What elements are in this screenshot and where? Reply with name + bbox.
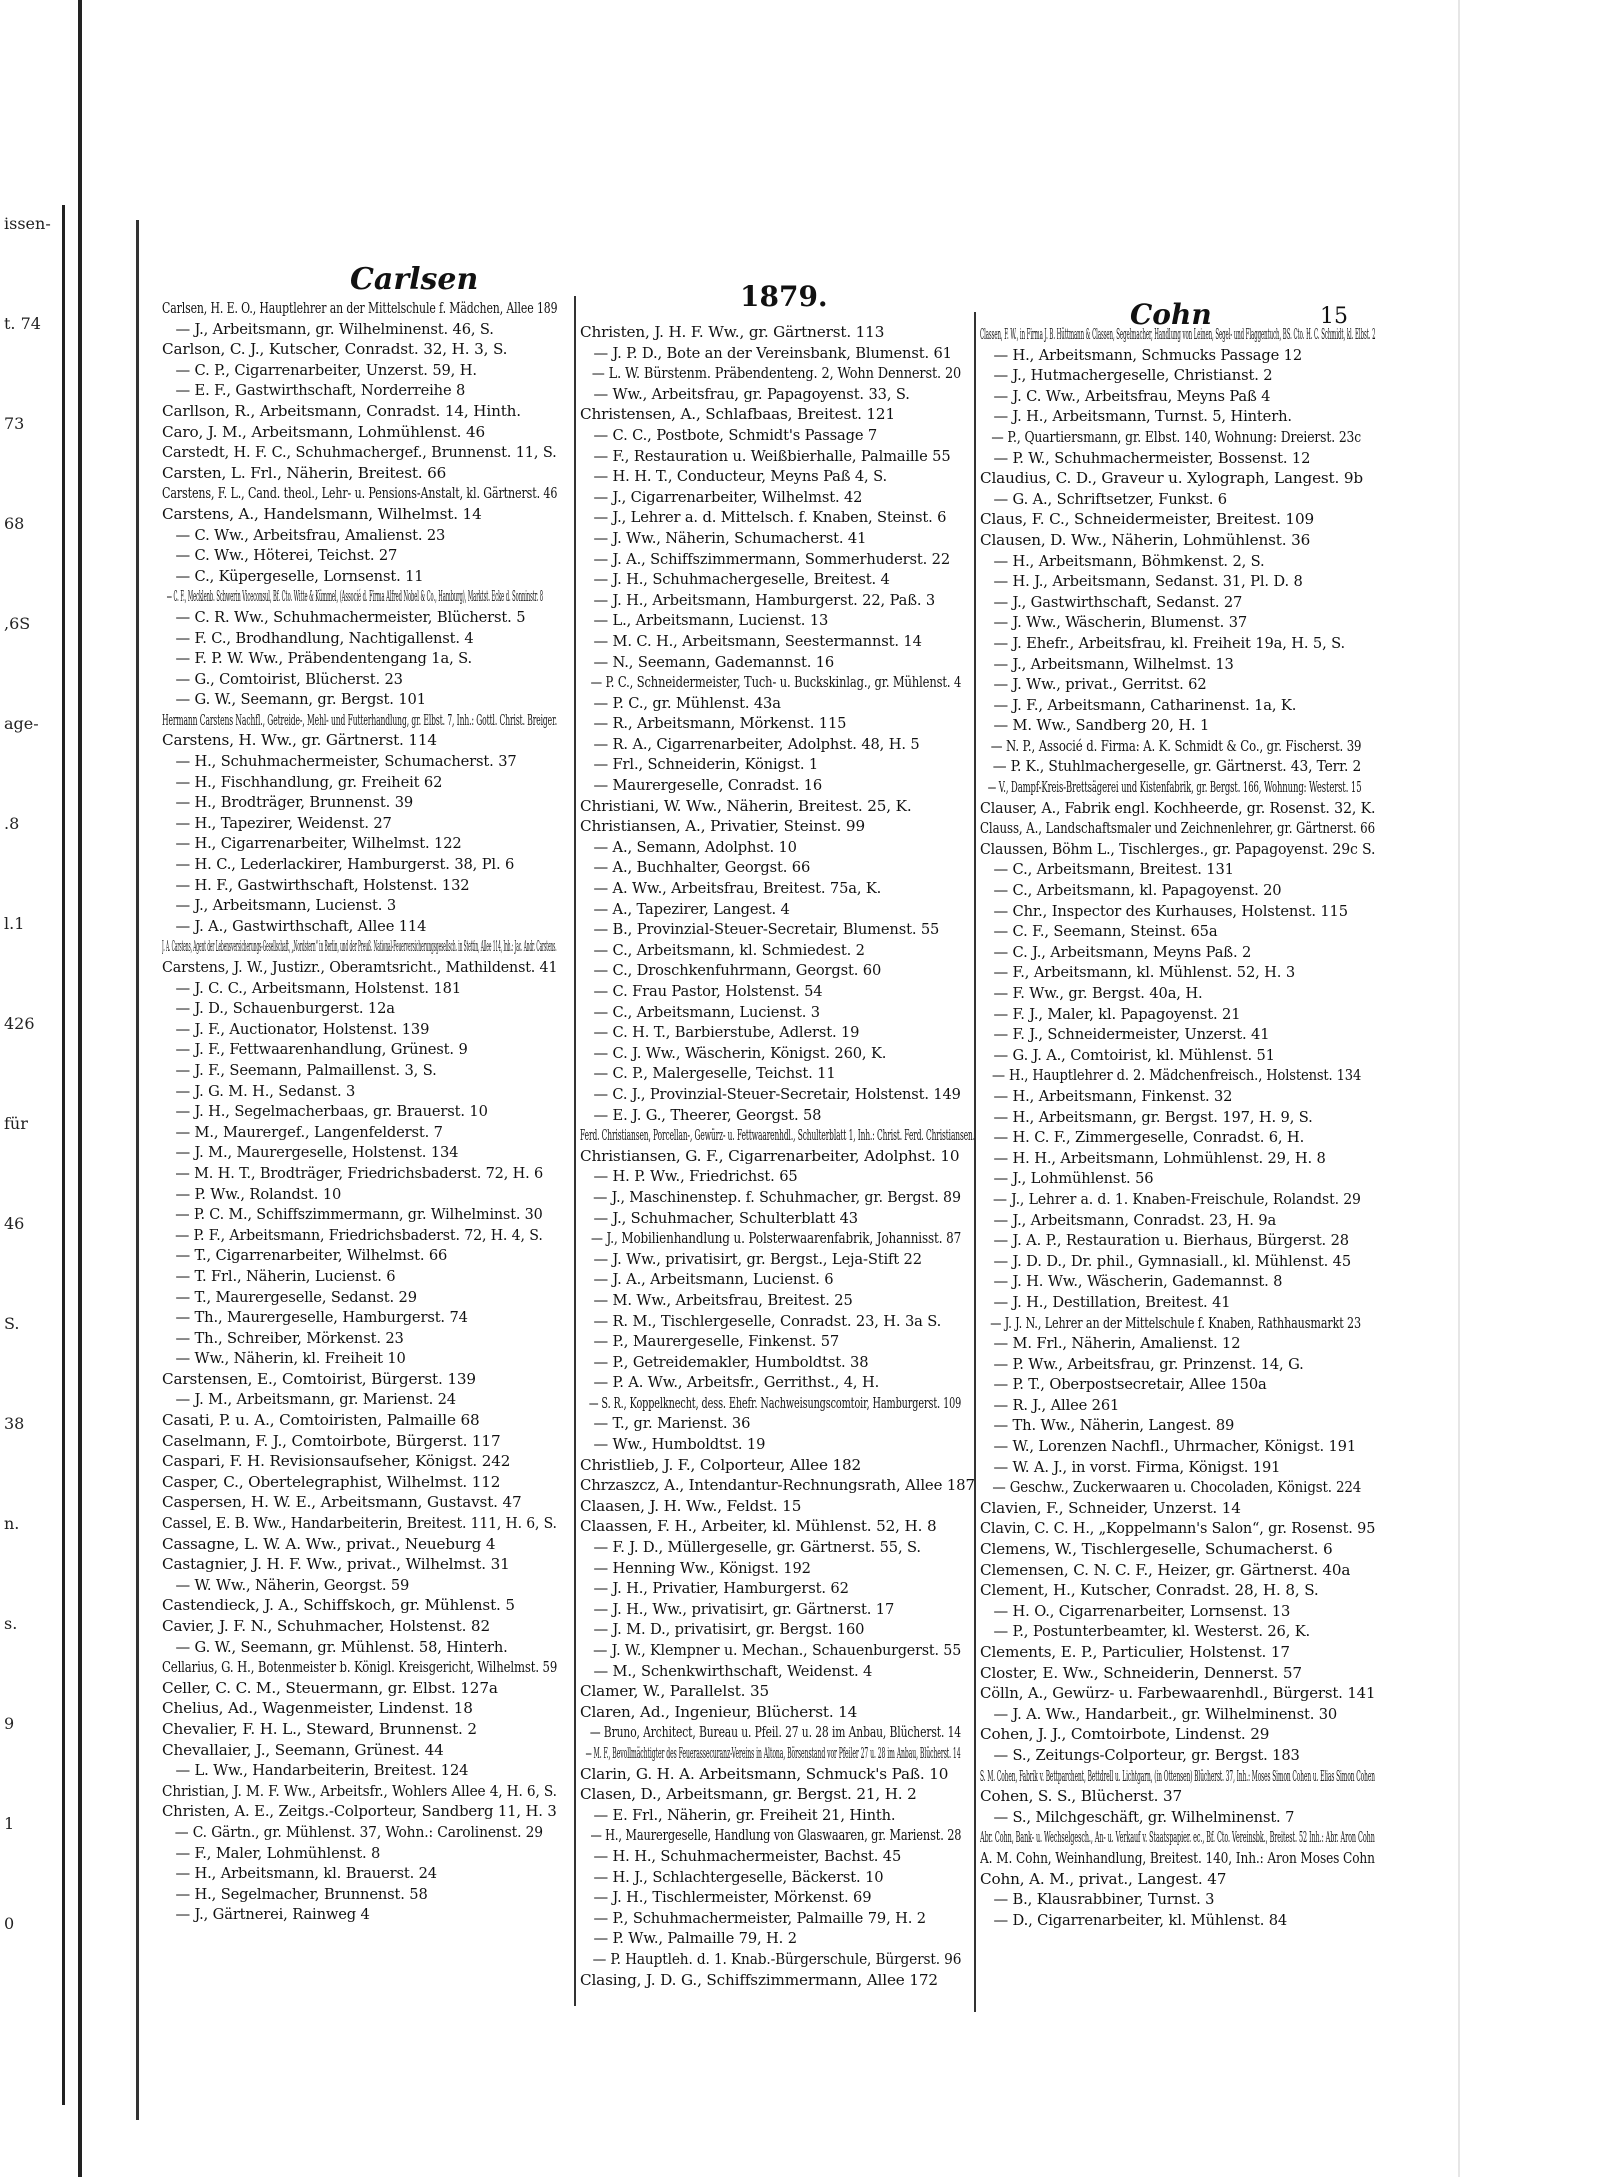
directory-entry: — F. Ww., gr. Bergst. 40a, H. <box>993 984 1203 1002</box>
directory-entry: — J. C. C., Arbeitsmann, Holstenst. 181 <box>175 978 462 997</box>
directory-entry: Caspersen, H. W. E., Arbeitsmann, Gustavst. 47 <box>162 1493 522 1512</box>
previous-page-edge <box>0 205 65 2105</box>
directory-entry: Casati, P. u. A., Comtoiristen, Palmaille 68 <box>162 1411 480 1430</box>
directory-entry: — D., Cigarrenarbeiter, kl. Mühlenst. 84 <box>993 1910 1288 1929</box>
directory-entry: — J. Ww., Näherin, Schumacherst. 41 <box>593 528 867 547</box>
header-left-catchword: Carlsen <box>350 262 479 297</box>
directory-entry: — L., Arbeitsmann, Lucienst. 13 <box>593 611 829 630</box>
directory-entry: — A., Tapezirer, Langest. 4 <box>593 899 790 918</box>
directory-entry: — R., Arbeitsmann, Mörkenst. 115 <box>593 714 847 733</box>
directory-entry: — H. C., Lederlackirer, Hamburgerst. 38, Pl. 6 <box>175 855 515 874</box>
previous-page-fragment: t. 74 <box>4 314 41 333</box>
directory-entry: — H., Tapezirer, Weidenst. 27 <box>175 813 392 832</box>
directory-entry: — P. W., Schuhmachermeister, Bossenst. 12 <box>993 448 1311 467</box>
directory-entry: — T., Maurergeselle, Sedanst. 29 <box>175 1287 417 1306</box>
previous-page-fragment: l.1 <box>4 914 25 933</box>
directory-entry: — F. P. W. Ww., Präbendentengang 1a, S. <box>175 649 473 668</box>
directory-entry: — M. F., Bevollmächtigter des Feuerassecuranz-Vereins in Altona, Börsenstand vor Pfeiler 27 u. 28 im Anbau, Blücherst. 14 <box>585 1743 961 1762</box>
directory-entry: — J., Lohmühlenst. 56 <box>993 1169 1154 1188</box>
previous-page-fragment: n. <box>4 1514 20 1533</box>
directory-entry: — T., gr. Marienst. 36 <box>593 1414 751 1433</box>
directory-entry: Christiani, W. Ww., Näherin, Breitest. 25, K. <box>580 796 912 815</box>
directory-entry: — E. J. G., Theerer, Georgst. 58 <box>593 1105 822 1124</box>
directory-entry: — M., Maurergef., Langenfelderst. 7 <box>175 1122 443 1141</box>
directory-entry: — A., Buchhalter, Georgst. 66 <box>593 858 811 877</box>
directory-entry: Chrzaszcz, A., Intendantur-Rechnungsrath, Allee 187 <box>580 1476 975 1495</box>
directory-entry: — Chr., Inspector des Kurhauses, Holstenst. 115 <box>993 901 1348 920</box>
directory-entry: — J., Lehrer a. d. Mittelsch. f. Knaben, Steinst. 6 <box>593 508 947 527</box>
directory-entry: — P. Hauptleh. d. 1. Knab.-Bürgerschule, Bürgerst. 96 <box>592 1949 962 1968</box>
directory-entry: — F., Arbeitsmann, kl. Mühlenst. 52, H. 3 <box>993 963 1296 982</box>
directory-entry: — H., Cigarrenarbeiter, Wilhelmst. 122 <box>175 834 462 853</box>
directory-entry: Christiansen, A., Privatier, Steinst. 99 <box>580 817 865 836</box>
directory-entry: — J. H., Privatier, Hamburgerst. 62 <box>593 1579 849 1598</box>
directory-entry: — M. Ww., Arbeitsfrau, Breitest. 25 <box>593 1290 853 1309</box>
directory-entry: — J. H. Ww., Wäscherin, Gademannst. 8 <box>993 1272 1283 1291</box>
directory-entry: — Bruno, Architect, Bureau u. Pfeil. 27 u. 28 im Anbau, Blücherst. 14 <box>589 1723 962 1742</box>
directory-entry: Cassagne, L. W. A. Ww., privat., Neueburg 4 <box>162 1534 496 1553</box>
directory-entry: Cavier, J. F. N., Schuhmacher, Holstenst. 82 <box>162 1617 490 1635</box>
directory-entry: Claudius, C. D., Graveur u. Xylograph, Langest. 9b <box>980 469 1363 488</box>
directory-entry: — J. H., Tischlermeister, Mörkenst. 69 <box>593 1888 872 1907</box>
directory-entry: Carlsen, H. E. O., Hauptlehrer an der Mittelschule f. Mädchen, Allee 189 <box>162 299 558 317</box>
directory-entry: — P. C., gr. Mühlenst. 43a <box>593 693 781 712</box>
directory-entry: Clamer, W., Parallelst. 35 <box>580 1682 770 1701</box>
directory-entry: Claus, F. C., Schneidermeister, Breitest. 109 <box>980 510 1314 529</box>
directory-entry: — C. R. Ww., Schuhmachermeister, Blücherst. 5 <box>175 607 526 626</box>
directory-entry: — R. A., Cigarrenarbeiter, Adolphst. 48, H. 5 <box>593 734 920 753</box>
directory-entry: — H. H., Arbeitsmann, Lohmühlenst. 29, H. 8 <box>993 1148 1326 1167</box>
directory-entry: Cölln, A., Gewürz- u. Farbewaarenhdl., Bürgerst. 141 <box>980 1684 1375 1703</box>
directory-entry: — S., Milchgeschäft, gr. Wilhelminenst. 7 <box>993 1807 1295 1826</box>
directory-entry: Clausen, D. Ww., Näherin, Lohmühlenst. 36 <box>980 530 1311 549</box>
directory-entry: — J. M. D., privatisirt, gr. Bergst. 160 <box>593 1620 865 1639</box>
directory-entry: — M. H. T., Brodträger, Friedrichsbaderst. 72, H. 6 <box>175 1163 544 1182</box>
directory-entry: — P. C., Schneidermeister, Tuch- u. Buckskinlag., gr. Mühlenst. 4 <box>590 673 962 692</box>
directory-entry: — J., Cigarrenarbeiter, Wilhelmst. 42 <box>593 487 863 506</box>
directory-entry: Celler, C. C. M., Steuermann, gr. Elbst. 127a <box>162 1678 498 1697</box>
directory-entry: — C. H. T., Barbierstube, Adlerst. 19 <box>593 1023 860 1042</box>
directory-entry: — F. J., Maler, kl. Papagoyenst. 21 <box>993 1004 1241 1023</box>
directory-entry: — C. F., Mecklenb. Schwerin Viceconsul, Bf. Cto. Witte & Kümmel, (Associé d. Firma Alfred Nobel & Co., Hamburg), Marktst. Ecke d. Sonninstr. 8 <box>166 587 544 606</box>
directory-entry: Claassen, F. H., Arbeiter, kl. Mühlenst. 52, H. 8 <box>580 1517 937 1536</box>
directory-entry: — J., Arbeitsmann, Conradst. 23, H. 9a <box>993 1210 1277 1229</box>
directory-entry: — C. J. Ww., Wäscherin, Königst. 260, K. <box>593 1043 887 1062</box>
directory-entry: Caspari, F. H. Revisionsaufseher, Königst. 242 <box>162 1452 511 1471</box>
directory-entry: — Henning Ww., Königst. 192 <box>593 1558 811 1577</box>
directory-entry: — W., Lorenzen Nachfl., Uhrmacher, Königst. 191 <box>993 1437 1357 1456</box>
directory-entry: Casper, C., Obertelegraphist, Wilhelmst. 112 <box>162 1472 501 1491</box>
previous-page-fragment: für <box>4 1114 28 1133</box>
page-gutter <box>78 0 82 2177</box>
directory-entry: — H., Arbeitsmann, kl. Brauerst. 24 <box>175 1864 437 1883</box>
directory-entry: Claussen, Böhm L., Tischlerges., gr. Papagoyenst. 29c S. <box>980 839 1375 858</box>
directory-entry: — Maurergeselle, Conradst. 16 <box>593 776 823 795</box>
directory-entry: — V., Dampf-Kreis-Brettsägerei und Kistenfabrik, gr. Bergst. 166, Wohnung: Westerst. 15 <box>987 778 1362 797</box>
directory-entry: — G. A., Schriftsetzer, Funkst. 6 <box>993 489 1227 508</box>
directory-entry: — P. F., Arbeitsmann, Friedrichsbaderst. 72, H. 4, S. <box>175 1225 543 1244</box>
directory-entry: Christen, A. E., Zeitgs.-Colporteur, Sandberg 11, H. 3 <box>162 1802 557 1821</box>
directory-entry: Castendieck, J. A., Schiffskoch, gr. Mühlenst. 5 <box>162 1596 515 1615</box>
directory-entry: — E. F., Gastwirthschaft, Norderreihe 8 <box>175 381 466 400</box>
directory-entry: — S., Zeitungs-Colporteur, gr. Bergst. 183 <box>993 1745 1300 1764</box>
directory-entry: — B., Klausrabbiner, Turnst. 3 <box>993 1890 1215 1909</box>
directory-entry: Chevalier, F. H. L., Steward, Brunnenst. 2 <box>162 1719 477 1738</box>
directory-entry: Clauser, A., Fabrik engl. Kochheerde, gr. Rosenst. 32, K. <box>980 798 1376 817</box>
directory-entry: Carstensen, E., Comtoirist, Bürgerst. 139 <box>162 1369 476 1388</box>
directory-entry: — C. J., Arbeitsmann, Meyns Paß. 2 <box>993 942 1252 961</box>
directory-entry: — C. F., Seemann, Steinst. 65a <box>993 922 1218 941</box>
directory-entry: Clements, E. P., Particulier, Holstenst. 17 <box>980 1643 1290 1661</box>
directory-entry: — H. F., Gastwirthschaft, Holstenst. 132 <box>175 875 470 894</box>
directory-entry: — M., Schenkwirthschaft, Weidenst. 4 <box>593 1661 873 1680</box>
directory-entry: Claasen, J. H. Ww., Feldst. 15 <box>580 1496 802 1515</box>
directory-entry: J. A. Carstens, Agent der Lebensversicherungs-Gesellschaft, „Nordstern“ in Berlin, und der Preuß. National-Feuerversicherungsgesellsch. in Stettin, Allee 114, Inh.: Jac. Andr. Carstens. <box>162 937 557 956</box>
directory-entry: Castagnier, J. H. F. Ww., privat., Wilhelmst. 31 <box>162 1555 510 1574</box>
directory-entry: — P. Ww., Palmaille 79, H. 2 <box>593 1929 797 1948</box>
directory-entry: — R. M., Tischlergeselle, Conradst. 23, H. 3a S. <box>593 1311 942 1330</box>
directory-entry: Abr. Cohn, Bank- u. Wechselgesch., An- u. Verkauf v. Staatspapier. ec., Bf. Cto. Vereinsbk., Breitest. 52 Inh.: Abr. Aron Cohn <box>980 1828 1375 1847</box>
directory-entry: Closter, E. Ww., Schneiderin, Dennerst. 57 <box>980 1663 1302 1682</box>
directory-entry: — T. Frl., Näherin, Lucienst. 6 <box>175 1266 396 1285</box>
directory-entry: — H. H. T., Conducteur, Meyns Paß 4, S. <box>593 467 887 486</box>
directory-entry: — J., Maschinenstep. f. Schuhmacher, gr. Bergst. 89 <box>593 1187 961 1206</box>
directory-entry: — J. F., Arbeitsmann, Catharinenst. 1a, K. <box>993 695 1297 714</box>
directory-entry: — H. H., Schuhmachermeister, Bachst. 45 <box>593 1846 902 1865</box>
directory-entry: — H., Arbeitsmann, Böhmkenst. 2, S. <box>993 551 1265 570</box>
directory-entry: — H. J., Arbeitsmann, Sedanst. 31, Pl. D. 8 <box>993 572 1303 591</box>
directory-entry: — H. C. F., Zimmergeselle, Conradst. 6, H. <box>993 1128 1305 1147</box>
directory-entry: Clavien, F., Schneider, Unzerst. 14 <box>980 1498 1241 1517</box>
directory-entry: — Ww., Näherin, kl. Freiheit 10 <box>175 1349 406 1368</box>
directory-entry: — J. H., Arbeitsmann, Hamburgerst. 22, Paß. 3 <box>593 590 936 609</box>
directory-entry: — H., Schuhmachermeister, Schumacherst. 37 <box>175 752 517 771</box>
directory-entry: Cellarius, G. H., Botenmeister b. Königl. Kreisgericht, Wilhelmst. 59 <box>162 1658 558 1677</box>
directory-entry: — J. Ww., privat., Gerritst. 62 <box>993 675 1207 694</box>
previous-page-fragment: S. <box>4 1314 20 1333</box>
previous-page-fragment: .8 <box>4 814 20 833</box>
directory-entry: — J. J. N., Lehrer an der Mittelschule f. Knaben, Rathhausmarkt 23 <box>990 1313 1362 1332</box>
directory-entry: — J. A., Schiffszimmermann, Sommerhuderst. 22 <box>593 549 951 568</box>
directory-entry: — L. W. Bürstenm. Präbendenteng. 2, Wohn Dennerst. 20 <box>591 364 962 383</box>
directory-entry: — R. J., Allee 261 <box>993 1395 1120 1414</box>
directory-entry: — C. Gärtn., gr. Mühlenst. 37, Wohn.: Carolinenst. 29 <box>174 1822 543 1841</box>
directory-entry: — C. P., Cigarrenarbeiter, Unzerst. 59, H. <box>175 360 477 379</box>
directory-entry: Cohen, S. S., Blücherst. 37 <box>980 1787 1182 1806</box>
directory-entry: — P. Ww., Arbeitsfrau, gr. Prinzenst. 14, G. <box>993 1354 1304 1373</box>
directory-entry: — J. A. Ww., Handarbeit., gr. Wilhelminenst. 30 <box>993 1704 1338 1723</box>
directory-entry: — M. Ww., Sandberg 20, H. 1 <box>993 716 1210 735</box>
previous-page-fragment: 426 <box>4 1014 35 1033</box>
directory-entry: — Ww., Arbeitsfrau, gr. Papagoyenst. 33, S. <box>593 384 910 403</box>
previous-page-fragment: 38 <box>4 1414 25 1433</box>
page-number: 15 <box>1320 304 1348 329</box>
directory-entry: — H., Brodträger, Brunnenst. 39 <box>175 793 414 812</box>
directory-entry: — P., Schuhmachermeister, Palmaille 79, H. 2 <box>593 1908 926 1927</box>
directory-entry: — T., Cigarrenarbeiter, Wilhelmst. 66 <box>175 1246 448 1265</box>
directory-entry: — Ww., Humboldtst. 19 <box>593 1435 766 1454</box>
directory-entry: — J. H., Schuhmachergeselle, Breitest. 4 <box>593 570 890 589</box>
directory-entry: Clavin, C. C. H., „Koppelmann's Salon“, gr. Rosenst. 95 <box>980 1519 1376 1538</box>
directory-entry: — P., Maurergeselle, Finkenst. 57 <box>593 1332 840 1351</box>
directory-entry: — J., Arbeitsmann, Wilhelmst. 13 <box>993 654 1234 673</box>
directory-entry: — C., Arbeitsmann, kl. Schmiedest. 2 <box>593 940 865 959</box>
directory-entry: — S. R., Koppelknecht, dess. Ehefr. Nachweisungscomtoir, Hamburgerst. 109 <box>588 1393 962 1412</box>
directory-entry: Carsten, L. Frl., Näherin, Breitest. 66 <box>162 463 447 482</box>
directory-entry: — J., Lehrer a. d. 1. Knaben-Freischule, Rolandst. 29 <box>992 1189 1361 1208</box>
directory-entry: Ferd. Christiansen, Porcellan-, Gewürz- u. Fettwaarenhdl., Schulterblatt 1, Inh.: Christ. Ferd. Christiansen. <box>580 1126 976 1145</box>
directory-entry: — P., Postunterbeamter, kl. Westerst. 26, K. <box>993 1622 1311 1641</box>
directory-entry: — J. H., Ww., privatisirt, gr. Gärtnerst. 17 <box>593 1599 895 1618</box>
directory-entry: — P., Getreidemakler, Humboldtst. 38 <box>593 1352 869 1371</box>
directory-entry: — P. C. M., Schiffszimmermann, gr. Wilhelminst. 30 <box>175 1205 543 1224</box>
directory-entry: — J. Ww., Wäscherin, Blumenst. 37 <box>993 613 1248 632</box>
directory-entry: Clauss, A., Landschaftsmaler und Zeichnenlehrer, gr. Gärtnerst. 66 <box>980 819 1375 838</box>
column-divider <box>574 296 576 2006</box>
directory-entry: — F. J., Schneidermeister, Unzerst. 41 <box>993 1025 1270 1044</box>
directory-entry: — F. J. D., Müllergeselle, gr. Gärtnerst. 55, S. <box>593 1538 921 1557</box>
directory-entry: — G. J. A., Comtoirist, kl. Mühlenst. 51 <box>993 1045 1275 1064</box>
directory-entry: S. M. Cohen, Fabrik v. Bettparchent, Bettdrell u. Lichtgarn, (in Ottensen) Blücherst. 37, Inh.: Moses Simon Cohen u. Elias Simon Cohen <box>980 1766 1375 1785</box>
directory-entry: Christensen, A., Schlafbaas, Breitest. 121 <box>580 405 895 424</box>
directory-entry: — L. Ww., Handarbeiterin, Breitest. 124 <box>175 1761 469 1780</box>
directory-entry: — J. M., Maurergeselle, Holstenst. 134 <box>175 1143 459 1162</box>
directory-entry: — P. Ww., Rolandst. 10 <box>175 1184 342 1203</box>
directory-entry: Carstens, H. Ww., gr. Gärtnerst. 114 <box>162 731 437 750</box>
previous-page-fragment: age- <box>4 714 39 733</box>
directory-column-3 <box>980 324 1375 1930</box>
directory-entry: Clarin, G. H. A. Arbeitsmann, Schmuck's Paß. 10 <box>580 1764 949 1783</box>
directory-entry: — C. P., Malergeselle, Teichst. 11 <box>593 1064 836 1083</box>
directory-column-2 <box>580 322 975 1990</box>
directory-entry: — F., Restauration u. Weißbierhalle, Palmaille 55 <box>593 446 951 465</box>
directory-entry: — C., Küpergeselle, Lornsenst. 11 <box>175 566 424 585</box>
directory-entry: — J. D., Schauenburgerst. 12a <box>175 999 395 1018</box>
directory-entry: — H., Hauptlehrer d. 2. Mädchenfreisch., Holstenst. 134 <box>992 1066 1362 1085</box>
directory-entry: — J. H., Destillation, Breitest. 41 <box>993 1292 1231 1311</box>
directory-entry: — G. W., Seemann, gr. Mühlenst. 58, Hinterh. <box>175 1637 508 1656</box>
directory-entry: — Th., Maurergeselle, Hamburgerst. 74 <box>175 1308 468 1327</box>
directory-entry: — J., Hutmachergeselle, Christianst. 2 <box>993 366 1273 385</box>
directory-entry: Cohen, J. J., Comtoirbote, Lindenst. 29 <box>980 1725 1270 1744</box>
directory-entry: Carstedt, H. F. C., Schuhmachergef., Brunnenst. 11, S. <box>162 443 557 462</box>
directory-entry: — H., Arbeitsmann, gr. Bergst. 197, H. 9, S. <box>993 1107 1313 1126</box>
directory-entry: — W. Ww., Näherin, Georgst. 59 <box>175 1575 410 1594</box>
header-right-catchword: Cohn <box>1130 298 1212 331</box>
directory-column-1 <box>162 298 557 1925</box>
directory-entry: Chevallaier, J., Seemann, Grünest. 44 <box>162 1740 444 1759</box>
directory-entry: — J. F., Auctionator, Holstenst. 139 <box>175 1019 430 1038</box>
directory-entry: — H., Arbeitsmann, Finkenst. 32 <box>993 1086 1233 1105</box>
directory-entry: — C. C., Postbote, Schmidt's Passage 7 <box>593 425 878 444</box>
directory-entry: — J. A. P., Restauration u. Bierhaus, Bürgerst. 28 <box>993 1231 1349 1250</box>
page-right-edge <box>1458 0 1460 2177</box>
previous-page-fragment: 73 <box>4 414 25 433</box>
directory-entry: — J. G. M. H., Sedanst. 3 <box>175 1081 356 1100</box>
directory-entry: — J. M., Arbeitsmann, gr. Marienst. 24 <box>175 1390 456 1409</box>
directory-entry: Clasing, J. D. G., Schiffszimmermann, Allee 172 <box>580 1970 938 1989</box>
directory-entry: — C., Arbeitsmann, kl. Papagoyenst. 20 <box>993 881 1282 900</box>
directory-entry: — J., Arbeitsmann, Lucienst. 3 <box>175 896 397 915</box>
directory-entry: Hermann Carstens Nachfl., Getreide-, Mehl- und Futterhandlung, gr. Elbst. 7, Inh.: Gottl. Christ. Breiger. <box>162 710 558 729</box>
page-edge-line <box>136 220 139 2120</box>
directory-entry: Christian, J. M. F. Ww., Arbeitsfr., Wohlers Allee 4, H. 6, S. <box>162 1781 557 1800</box>
directory-entry: — C., Arbeitsmann, Lucienst. 3 <box>593 1002 820 1021</box>
directory-entry: — J. A., Arbeitsmann, Lucienst. 6 <box>593 1270 834 1289</box>
directory-entry: — Th. Ww., Näherin, Langest. 89 <box>993 1416 1235 1435</box>
directory-entry: — M. C. H., Arbeitsmann, Seestermannst. 14 <box>593 631 922 650</box>
directory-entry: — F., Maler, Lohmühlenst. 8 <box>175 1843 381 1862</box>
directory-entry: — J., Gärtnerei, Rainweg 4 <box>175 1905 370 1924</box>
directory-entry: — P. T., Oberpostsecretair, Allee 150a <box>993 1375 1267 1394</box>
directory-entry: — C. Ww., Arbeitsfrau, Amalienst. 23 <box>175 525 446 544</box>
directory-entry: Clemensen, C. N. C. F., Heizer, gr. Gärtnerst. 40a <box>980 1560 1351 1579</box>
previous-page-fragment: 1 <box>4 1814 15 1833</box>
directory-entry: — J. F., Fettwaarenhandlung, Grünest. 9 <box>175 1040 468 1059</box>
directory-entry: — J. Ww., privatisirt, gr. Bergst., Leja-Stift 22 <box>593 1249 922 1268</box>
directory-entry: Clasen, D., Arbeitsmann, gr. Bergst. 21, H. 2 <box>580 1785 917 1804</box>
directory-entry: — J., Arbeitsmann, gr. Wilhelminenst. 46, S. <box>175 319 494 338</box>
directory-entry: — Geschw., Zuckerwaaren u. Chocoladen, Königst. 224 <box>992 1478 1362 1497</box>
directory-entry: — J. H., Arbeitsmann, Turnst. 5, Hinterh. <box>993 407 1292 426</box>
directory-entry: Clemens, W., Tischlergeselle, Schumacherst. 6 <box>980 1540 1333 1559</box>
previous-page-fragment: 9 <box>4 1714 15 1733</box>
directory-entry: — J. P. D., Bote an der Vereinsbank, Blumenst. 61 <box>593 343 952 362</box>
directory-entry: Caro, J. M., Arbeitsmann, Lohmühlenst. 46 <box>162 422 486 441</box>
directory-entry: — A., Semann, Adolphst. 10 <box>593 837 797 856</box>
directory-entry: — J. F., Seemann, Palmaillenst. 3, S. <box>175 1060 437 1079</box>
previous-page-fragment: issen- <box>4 214 51 233</box>
directory-entry: Christlieb, J. F., Colporteur, Allee 182 <box>580 1455 862 1474</box>
directory-entry: — H., Arbeitsmann, Schmucks Passage 12 <box>993 345 1303 364</box>
directory-entry: Carstens, J. W., Justizr., Oberamtsricht., Mathildenst. 41 <box>162 958 557 976</box>
directory-entry: — C., Arbeitsmann, Breitest. 131 <box>993 860 1234 879</box>
directory-entry: — J. D. D., Dr. phil., Gymnasiall., kl. Mühlenst. 45 <box>993 1251 1352 1270</box>
previous-page-fragment: 68 <box>4 514 25 533</box>
directory-entry: — J., Schuhmacher, Schulterblatt 43 <box>593 1208 858 1227</box>
directory-entry: — P. A. Ww., Arbeitsfr., Gerrithst., 4, H. <box>593 1373 880 1392</box>
directory-entry: Carlson, C. J., Kutscher, Conradst. 32, H. 3, S. <box>162 340 508 359</box>
directory-entry: Carstens, A., Handelsmann, Wilhelmst. 14 <box>162 504 482 523</box>
directory-entry: — P. K., Stuhlmachergeselle, gr. Gärtnerst. 43, Terr. 2 <box>992 757 1362 776</box>
directory-entry: — J. C. Ww., Arbeitsfrau, Meyns Paß 4 <box>993 386 1271 405</box>
directory-entry: — C. J., Provinzial-Steuer-Secretair, Holstenst. 149 <box>593 1084 961 1103</box>
directory-entry: — H., Fischhandlung, gr. Freiheit 62 <box>175 772 443 791</box>
directory-entry: Cassel, E. B. Ww., Handarbeiterin, Breitest. 111, H. 6, S. <box>162 1514 557 1533</box>
directory-entry: A. M. Cohn, Weinhandlung, Breitest. 140, Inh.: Aron Moses Cohn <box>980 1848 1375 1867</box>
directory-entry: Cohn, A. M., privat., Langest. 47 <box>980 1869 1227 1888</box>
directory-entry: Clement, H., Kutscher, Conradst. 28, H. 8, S. <box>980 1581 1319 1600</box>
directory-entry: — N. P., Associé d. Firma: A. K. Schmidt & Co., gr. Fischerst. 39 <box>990 736 1362 755</box>
directory-entry: — G., Comtoirist, Blücherst. 23 <box>175 669 403 688</box>
directory-entry: — J., Gastwirthschaft, Sedanst. 27 <box>993 592 1243 611</box>
directory-entry: — Th., Schreiber, Mörkenst. 23 <box>175 1328 404 1347</box>
directory-entry: — J. H., Segelmacherbaas, gr. Brauerst. 10 <box>175 1102 488 1121</box>
directory-entry: — J. A., Gastwirthschaft, Allee 114 <box>175 916 427 935</box>
directory-entry: — M. Frl., Näherin, Amalienst. 12 <box>993 1334 1241 1353</box>
directory-entry: Chelius, Ad., Wagenmeister, Lindenst. 18 <box>162 1699 473 1718</box>
directory-entry: — J. Ehefr., Arbeitsfrau, kl. Freiheit 19a, H. 5, S. <box>993 633 1346 652</box>
directory-entry: — H. O., Cigarrenarbeiter, Lornsenst. 13 <box>993 1601 1291 1620</box>
previous-page-fragment: s. <box>4 1614 18 1633</box>
directory-entry: — Frl., Schneiderin, Königst. 1 <box>593 755 819 774</box>
directory-entry: — H. P. Ww., Friedrichst. 65 <box>593 1167 798 1186</box>
directory-entry: — C. Ww., Höterei, Teichst. 27 <box>175 546 398 565</box>
previous-page-fragment: 0 <box>4 1914 15 1933</box>
directory-entry: — C., Droschkenfuhrmann, Georgst. 60 <box>593 961 882 980</box>
directory-entry: — C. Frau Pastor, Holstenst. 54 <box>593 982 823 1000</box>
previous-page-fragment: ,6S <box>4 614 31 633</box>
header-year: 1879. <box>740 280 828 313</box>
directory-entry: Classen, F. W., in Firma J. B. Hüttmann & Classen, Segelmacher, Handlung von Leinen, Segel- und Flaggentuch, BS. Cto. H. C. Schmidt, kl. Elbst. 2 <box>980 325 1376 343</box>
directory-entry: — F. C., Brodhandlung, Nachtigallenst. 4 <box>175 628 474 647</box>
directory-entry: — G. W., Seemann, gr. Bergst. 101 <box>175 690 426 709</box>
directory-entry: Carstens, F. L., Cand. theol., Lehr- u. Pensions-Anstalt, kl. Gärtnerst. 46 <box>162 484 558 503</box>
directory-entry: — H., Segelmacher, Brunnenst. 58 <box>175 1884 428 1903</box>
directory-entry: — H., Maurergeselle, Handlung von Glaswaaren, gr. Marienst. 28 <box>590 1826 962 1845</box>
directory-entry: — P., Quartiersmann, gr. Elbst. 140, Wohnung: Dreierst. 23c <box>991 427 1362 446</box>
previous-page-fragment: 46 <box>4 1214 25 1233</box>
directory-entry: — H. J., Schlachtergeselle, Bäckerst. 10 <box>593 1867 884 1886</box>
directory-entry: Christiansen, G. F., Cigarrenarbeiter, Adolphst. 10 <box>580 1146 960 1165</box>
directory-entry: — J., Mobilienhandlung u. Polsterwaarenfabrik, Johannisst. 87 <box>591 1229 962 1248</box>
directory-entry: — B., Provinzial-Steuer-Secretair, Blumenst. 55 <box>593 920 940 939</box>
directory-entry: — W. A. J., in vorst. Firma, Königst. 191 <box>993 1457 1281 1476</box>
directory-entry: Claren, Ad., Ingenieur, Blücherst. 14 <box>580 1702 858 1721</box>
directory-entry: — J. W., Klempner u. Mechan., Schauenburgerst. 55 <box>593 1641 962 1659</box>
directory-entry: Christen, J. H. F. Ww., gr. Gärtnerst. 113 <box>580 323 885 341</box>
directory-entry: Caselmann, F. J., Comtoirbote, Bürgerst. 117 <box>162 1431 501 1450</box>
directory-entry: — E. Frl., Näherin, gr. Freiheit 21, Hinth. <box>593 1805 896 1824</box>
directory-entry: — N., Seemann, Gademannst. 16 <box>593 652 835 671</box>
directory-entry: — A. Ww., Arbeitsfrau, Breitest. 75a, K. <box>593 879 882 898</box>
directory-entry: Carllson, R., Arbeitsmann, Conradst. 14, Hinth. <box>162 401 521 420</box>
